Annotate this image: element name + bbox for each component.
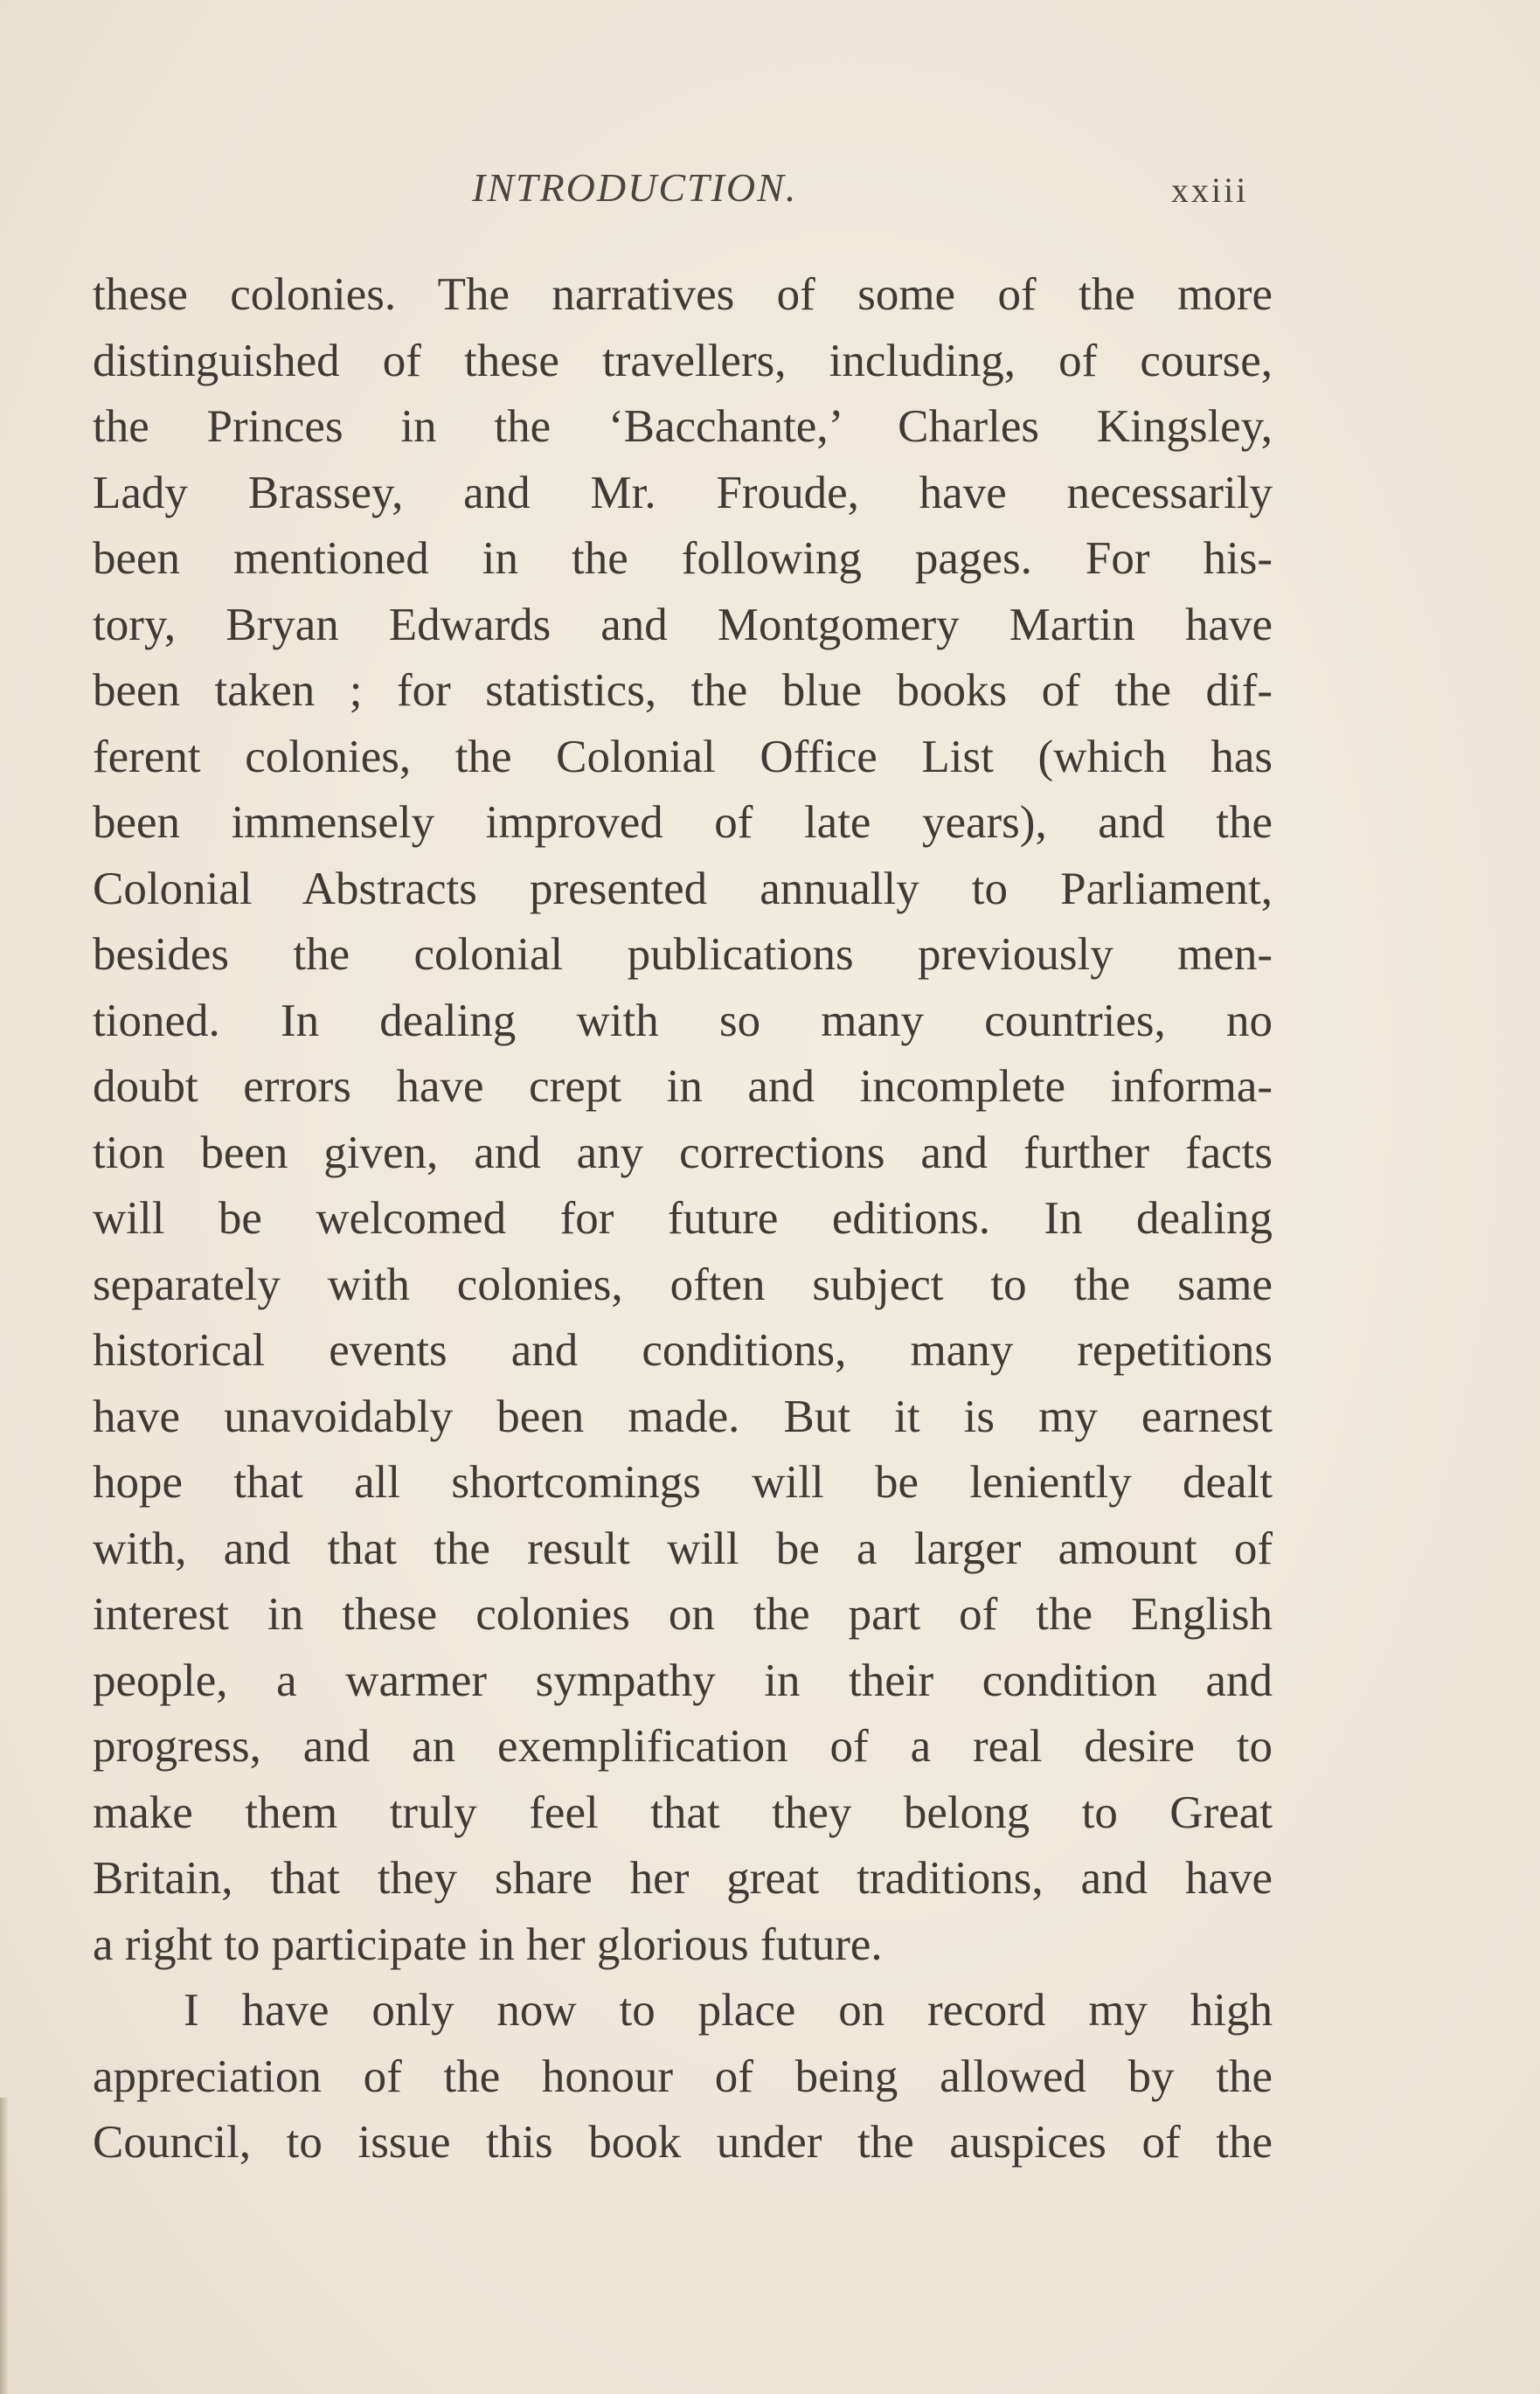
text-line: historical events and conditions, many repetitions bbox=[93, 1325, 1273, 1376]
text-line: been taken ; for statistics, the blue books of the dif- bbox=[93, 665, 1273, 716]
text-line: these colonies. The narratives of some of the more bbox=[93, 269, 1273, 320]
text-line: been immensely improved of late years), and the bbox=[93, 797, 1273, 848]
text-line: been mentioned in the following pages. For his- bbox=[93, 533, 1273, 584]
running-title: INTRODUCTION. bbox=[472, 165, 798, 210]
text-line: with, and that the result will be a larger amount of bbox=[93, 1523, 1273, 1574]
text-line: hope that all shortcomings will be leniently dealt bbox=[93, 1457, 1273, 1508]
text-line: tioned. In dealing with so many countries, no bbox=[93, 995, 1273, 1046]
text-line: interest in these colonies on the part of the English bbox=[93, 1589, 1273, 1640]
text-line: doubt errors have crept in and incomplete informa- bbox=[93, 1061, 1273, 1112]
text-line: a right to participate in her glorious future. bbox=[93, 1919, 883, 1970]
paragraph-2 bbox=[93, 1978, 1273, 2176]
text-line: will be welcomed for future editions. In dealing bbox=[93, 1193, 1273, 1244]
page-number: xxiii bbox=[1171, 170, 1249, 210]
text-line: have unavoidably been made. But it is my earnest bbox=[93, 1391, 1273, 1442]
text-line: I have only now to place on record my high bbox=[184, 1985, 1273, 2036]
text-line: separately with colonies, often subject to the same bbox=[93, 1259, 1273, 1310]
text-line: the Princes in the ‘Bacchante,’ Charles Kingsley, bbox=[93, 401, 1273, 452]
paragraph-1 bbox=[93, 262, 1273, 1978]
text-line: appreciation of the honour of being allowed by the bbox=[93, 2051, 1273, 2102]
text-line: Colonial Abstracts presented annually to Parliament, bbox=[93, 863, 1273, 914]
text-line: progress, and an exemplification of a real desire to bbox=[93, 1721, 1273, 1772]
text-line: besides the colonial publications previously men- bbox=[93, 929, 1273, 980]
text-line: tory, Bryan Edwards and Montgomery Martin have bbox=[93, 599, 1273, 650]
body-text bbox=[93, 262, 1273, 2176]
text-line: distinguished of these travellers, including, of course, bbox=[93, 335, 1273, 386]
text-line: ferent colonies, the Colonial Office List (which has bbox=[93, 731, 1273, 782]
page-edge-shadow bbox=[0, 2098, 9, 2394]
text-line: make them truly feel that they belong to Great bbox=[93, 1787, 1273, 1838]
text-line: tion been given, and any corrections and further facts bbox=[93, 1127, 1273, 1178]
running-header bbox=[0, 157, 1540, 227]
text-line: Council, to issue this book under the auspices of the bbox=[93, 2117, 1273, 2168]
text-line: Britain, that they share her great traditions, and have bbox=[93, 1853, 1273, 1904]
text-line: Lady Brassey, and Mr. Froude, have necessarily bbox=[93, 467, 1273, 518]
text-line: people, a warmer sympathy in their condition and bbox=[93, 1655, 1273, 1706]
